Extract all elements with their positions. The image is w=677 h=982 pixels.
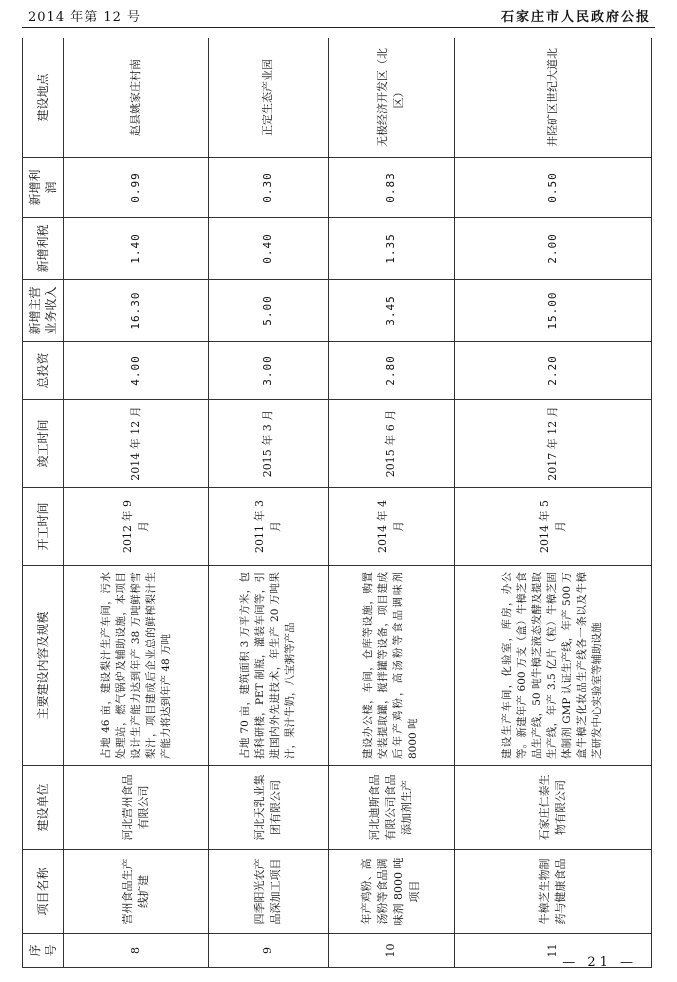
cell-content: 占地 46 亩，建设梨汁生产车间，污水处理站，燃气锅炉及辅助设施，本项目设计生产能力达到年产 38 万吨鲜榨雪梨汁，项目建成后企业总的鲜榨梨汁生产能力将达到年产 48 万吨: [64, 566, 209, 766]
cell-revenue: 3.45: [328, 280, 454, 342]
project-table: [22, 38, 652, 968]
cell-no: 8: [64, 934, 209, 968]
publication-title: 石家庄市人民政府公报: [500, 10, 651, 25]
col-header-no: 序号: [23, 934, 64, 968]
cell-investment: 2.80: [328, 342, 454, 400]
cell-investment: 2.20: [454, 342, 651, 400]
cell-tax: 0.40: [209, 218, 328, 280]
col-header-revenue: 新增主营业务收入: [23, 280, 64, 342]
header-rule: [22, 27, 655, 28]
cell-unit: 河北天乳业集团有限公司: [209, 766, 328, 850]
rotated-table-frame: [22, 38, 652, 968]
cell-no: 11: [454, 934, 651, 968]
col-header-content: 主要建设内容及规模: [23, 566, 64, 766]
table-header-row: [23, 38, 64, 968]
cell-no: 9: [209, 934, 328, 968]
col-header-start: 开工时间: [23, 488, 64, 566]
cell-content: 建设生产车间，化验室，库房，办公等。新建年产 600 万支（盒）牛樟芝食品生产线，50 吨牛樟芝液态发酵及提取生产线，年产 3.5 亿片（粒）牛樟芝固体制剂 GMP 认证生产线，年产 500 万盒牛樟芝化妆品生产线各一条以及牛樟芝研发中心实验室等辅助设施: [454, 566, 651, 766]
cell-name: 年产鸡粉、高汤粉等食品调味剂 8000 吨项目: [328, 850, 454, 934]
page-header: [0, 0, 677, 30]
cell-tax: 1.40: [64, 218, 209, 280]
col-header-investment: 总投资: [23, 342, 64, 400]
cell-start: 2012 年 9 月: [64, 488, 209, 566]
table-container: [22, 38, 652, 968]
cell-finish: 2017 年 12 月: [454, 400, 651, 488]
cell-unit: 石家庄仁泰生物有限公司: [454, 766, 651, 850]
col-header-tax: 新增利税: [23, 218, 64, 280]
cell-name: 四季阳光农产品深加工项目: [209, 850, 328, 934]
cell-name: 牛樟芝生物制药与健康食品: [454, 850, 651, 934]
cell-unit: 河北营州食品有限公司: [64, 766, 209, 850]
col-header-name: 项目名称: [23, 850, 64, 934]
cell-profit: 0.83: [328, 158, 454, 218]
col-header-unit: 建设单位: [23, 766, 64, 850]
cell-location: 赵县姚家庄村南: [64, 38, 209, 158]
table-row: [328, 38, 454, 968]
cell-content: 占地 70 亩，建筑面积 3 万平方米，包括科研楼，PET 制瓶，灌装车间等，引进国内外先进技术，年生产 20 万吨果汁，果汁牛奶，八宝粥等产品: [209, 566, 328, 766]
col-header-profit: 新增利润: [23, 158, 64, 218]
cell-profit: 0.30: [209, 158, 328, 218]
cell-investment: 4.00: [64, 342, 209, 400]
cell-profit: 0.50: [454, 158, 651, 218]
issue-label: 2014 年第 12 号: [28, 10, 142, 25]
cell-investment: 3.00: [209, 342, 328, 400]
cell-no: 10: [328, 934, 454, 968]
table-row: [64, 38, 209, 968]
cell-location: 无极经济开发区（北区）: [328, 38, 454, 158]
cell-location: 井陉矿区世纪大道北: [454, 38, 651, 158]
cell-start: 2011 年 3 月: [209, 488, 328, 566]
cell-finish: 2015 年 3 月: [209, 400, 328, 488]
cell-finish: 2015 年 6 月: [328, 400, 454, 488]
cell-start: 2014 年 5 月: [454, 488, 651, 566]
col-header-finish: 竣工时间: [23, 400, 64, 488]
table-row: [454, 38, 651, 968]
cell-location: 正定生态产业园: [209, 38, 328, 158]
cell-profit: 0.99: [64, 158, 209, 218]
cell-tax: 1.35: [328, 218, 454, 280]
page-number: — 21 —: [562, 955, 637, 970]
cell-revenue: 15.00: [454, 280, 651, 342]
cell-revenue: 5.00: [209, 280, 328, 342]
cell-name: 营州食品生产线扩建: [64, 850, 209, 934]
col-header-location: 建设地点: [23, 38, 64, 158]
cell-revenue: 16.30: [64, 280, 209, 342]
cell-finish: 2014 年 12 月: [64, 400, 209, 488]
cell-tax: 2.00: [454, 218, 651, 280]
cell-start: 2014 年 4 月: [328, 488, 454, 566]
table-row: [209, 38, 328, 968]
cell-content: 建设办公楼，车间，仓库等设施，购置安装提取罐，搅拌罐等设备，项目建成后年产鸡粉，高汤粉等食品调味剂 8000 吨: [328, 566, 454, 766]
cell-unit: 河北迪斯食品有限公司食品添加剂生产: [328, 766, 454, 850]
